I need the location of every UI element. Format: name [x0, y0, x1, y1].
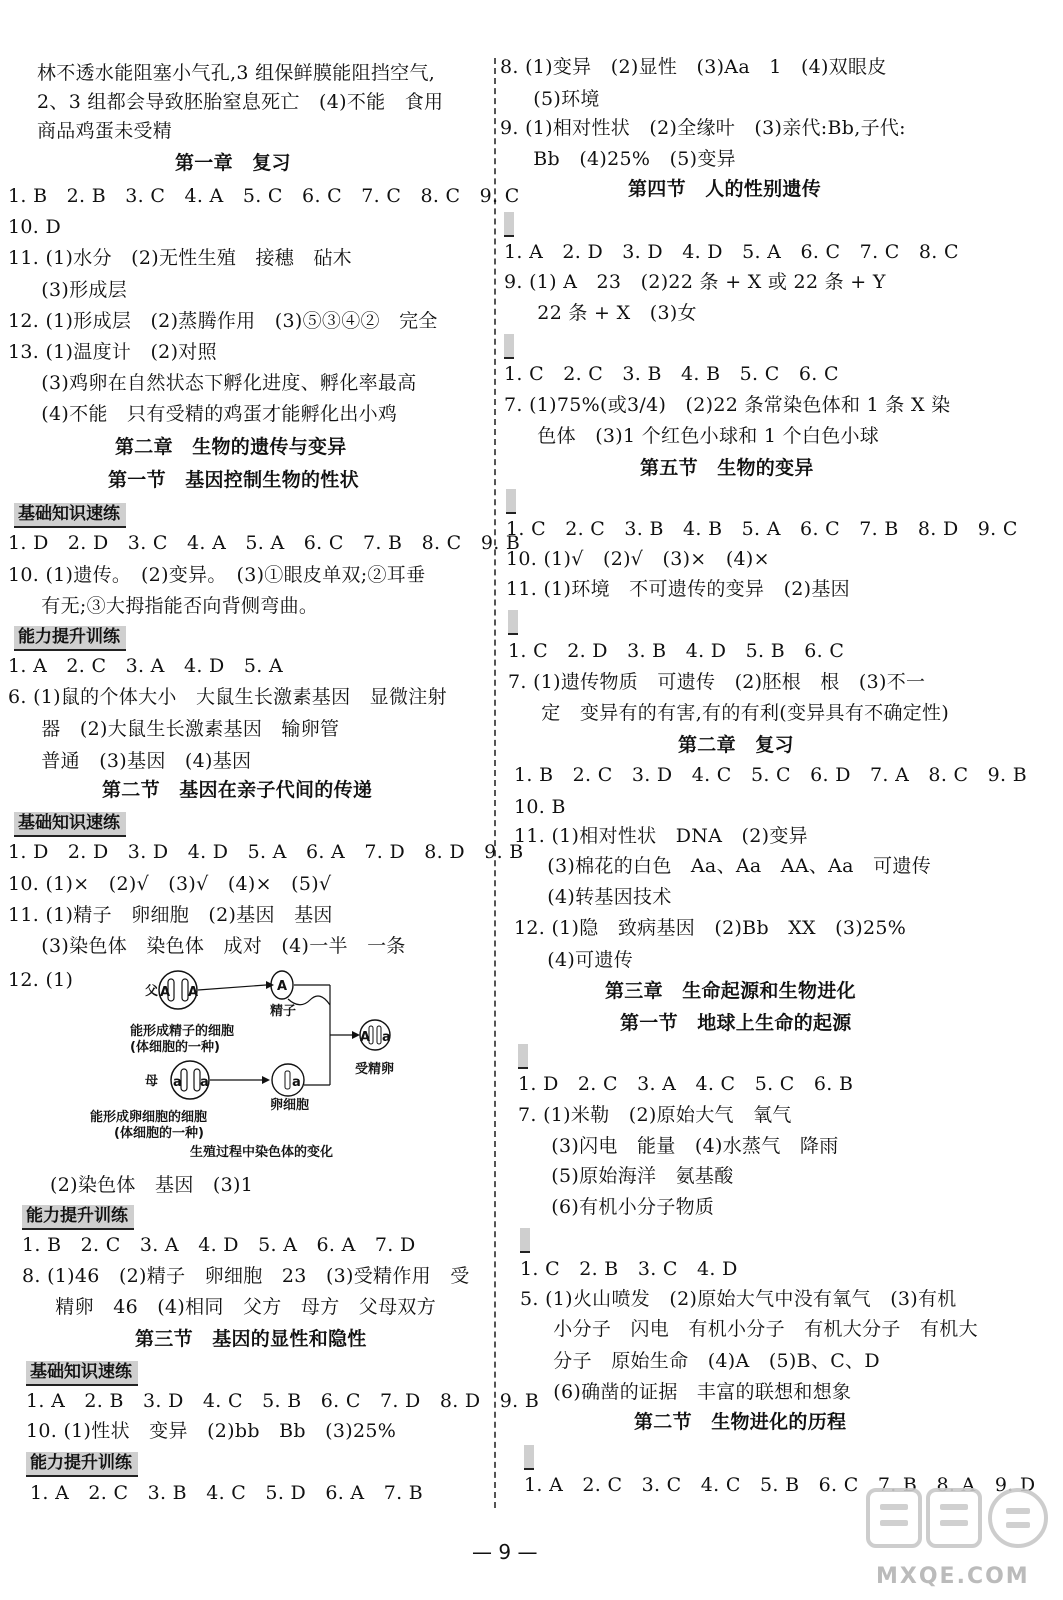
answer-line: 1. A 2. C 3. C 4. C 5. B 6. C 7. B 8. A 9. D	[524, 1474, 1036, 1496]
answer-line: 8. (1)46 (2)精子 卵细胞 23 (3)受精作用 受	[22, 1265, 470, 1287]
answer-line: 11. (1)环境 不可遗传的变异 (2)基因	[506, 578, 850, 600]
section-title: 第二节 基因在亲子代间的传递	[102, 779, 373, 801]
sperm-cell-label: 能形成精子的细胞	[130, 1024, 235, 1039]
chromosome	[377, 1026, 381, 1044]
answer-line: 1. D 2. D 3. D 4. D 5. A 6. A 7. D 8. D 9. B	[8, 841, 524, 863]
answer-line: 器 (2)大鼠生长激素基因 输卵管	[22, 718, 340, 740]
answer-line: 9. (1)相对性状 (2)全缘叶 (3)亲代:Bb,子代:	[500, 117, 906, 139]
answer-line: 1. C 2. C 3. B 4. B 5. C 6. C	[504, 363, 839, 385]
father-label: 父	[145, 984, 159, 999]
answer-line: 1. C 2. C 3. B 4. B 5. A 6. C 7. B 8. D 9. C	[506, 518, 1018, 540]
answer-line: 8. (1)变异 (2)显性 (3)Aa 1 (4)双眼皮	[500, 56, 887, 78]
text-line: 林不透水能阻塞小气孔,3 组保鲜膜能阻挡空气,	[37, 62, 436, 84]
section-title: 第一节 基因控制生物的性状	[108, 469, 359, 491]
basic-practice-label: 基础知识速练	[14, 812, 126, 837]
basic-practice-label	[524, 1445, 534, 1470]
allele-label: a	[173, 1075, 182, 1090]
text-line: 商品鸡蛋未受精	[37, 120, 173, 142]
arrow-line	[198, 985, 266, 990]
chapter-title: 第二章 生物的遗传与变异	[115, 436, 347, 458]
page-number: — 9 —	[472, 1540, 538, 1564]
answer-line: 10. (1)√ (2)√ (3)× (4)×	[506, 548, 770, 570]
allele-label: a	[200, 1075, 209, 1090]
answer-line: 22 条 + X (3)女	[518, 302, 697, 324]
answer-line: (4)转基因技术	[528, 886, 672, 908]
chapter-title: 第三章 生命起源和生物进化	[605, 980, 856, 1002]
answer-line: 1. B 2. C 3. A 4. D 5. A 6. A 7. D	[22, 1234, 416, 1256]
chapter-review-heading: 第二章 复习	[678, 734, 794, 756]
answer-line: 1. D 2. C 3. A 4. C 5. C 6. B	[518, 1073, 854, 1095]
section-title: 第五节 生物的变异	[640, 457, 814, 479]
ability-training-label: 能力提升训练	[22, 1205, 134, 1230]
chromosome-diagram	[30, 965, 470, 1165]
section-title: 第三节 基因的显性和隐性	[135, 1328, 367, 1350]
answer-line: (3)棉花的白色 Aa、Aa AA、Aa 可遗传	[528, 855, 932, 877]
allele-label: A	[277, 979, 288, 994]
basic-practice-label	[506, 489, 516, 514]
allele-label: A	[160, 985, 171, 1000]
answer-line: 1. C 2. D 3. B 4. D 5. B 6. C	[508, 640, 845, 662]
answer-line: 10. B	[514, 796, 566, 818]
answer-line: 色体 (3)1 个红色小球和 1 个白色小球	[518, 425, 880, 447]
egg-cell-label: (体细胞的一种)	[114, 1126, 204, 1141]
answer-line: (3)形成层	[22, 279, 128, 301]
answer-line: 11. (1)精子 卵细胞 (2)基因 基因	[8, 904, 333, 926]
answer-line: 1. A 2. C 3. B 4. C 5. D 6. A 7. B	[30, 1482, 424, 1504]
watermark-site: MXQE.COM	[876, 1564, 1030, 1589]
answer-line: 1. A 2. B 3. D 4. C 5. B 6. C 7. D 8. D 9. B	[26, 1390, 540, 1412]
answer-line: (4)不能 只有受精的鸡蛋才能孵化出小鸡	[22, 403, 398, 425]
answer-line: (3)染色体 染色体 成对 (4)一半 一条	[22, 935, 406, 957]
ability-training-label: 能力提升训练	[14, 626, 126, 651]
basic-practice-label	[518, 1044, 528, 1069]
answer-line: 13. (1)温度计 (2)对照	[8, 341, 217, 363]
answer-line: 5. (1)火山喷发 (2)原始大气中没有氧气 (3)有机	[520, 1288, 957, 1310]
arrow-head	[352, 1031, 360, 1039]
sperm-label: 精子	[270, 1004, 297, 1019]
answer-line: 12. (1)隐 致病基因 (2)Bb XX (3)25%	[514, 917, 907, 939]
ability-training-label	[508, 610, 518, 635]
answer-line: 7. (1)米勒 (2)原始大气 氧气	[518, 1104, 792, 1126]
answer-line: 1. C 2. B 3. C 4. D	[520, 1258, 738, 1280]
basic-practice-label: 基础知识速练	[14, 503, 126, 528]
answer-line: Bb (4)25% (5)变异	[514, 148, 736, 170]
answer-line: 精卵 46 (4)相同 父方 母方 父母双方	[36, 1296, 436, 1318]
mother-label: 母	[145, 1074, 159, 1089]
egg-label: 卵细胞	[270, 1098, 310, 1113]
arrow-head	[266, 981, 274, 989]
answer-line: 定 变异有的有害,有的有利(变异具有不确定性)	[522, 702, 950, 724]
answer-line: 7. (1)75%(或3/4) (2)22 条常染色体和 1 条 X 染	[504, 394, 951, 416]
answer-line: 小分子 闪电 有机小分子 有机大分子 有机大	[534, 1318, 978, 1340]
answer-line: 10. (1)遗传。 (2)变异。 (3)①眼皮单双;②耳垂	[8, 564, 426, 586]
answer-line: (3)鸡卵在自然状态下孵化进度、孵化率最高	[22, 372, 417, 394]
answer-line: 10. D	[8, 216, 61, 238]
answer-line: (5)原始海洋 氨基酸	[532, 1165, 734, 1187]
allele-label: A	[360, 1030, 371, 1045]
allele-label: a	[382, 1030, 391, 1045]
sperm-cell-label: (体细胞的一种)	[130, 1040, 220, 1055]
answer-line: (4)可遗传	[528, 949, 634, 971]
section-title: 第二节 生物进化的历程	[634, 1411, 847, 1433]
section-title: 第四节 人的性别遗传	[628, 178, 822, 200]
answer-line: 9. (1) A 23 (2)22 条 + X 或 22 条 + Y	[504, 271, 886, 293]
basic-practice-label: 基础知识速练	[26, 1361, 138, 1386]
egg-cell-label: 能形成卵细胞的细胞	[90, 1110, 208, 1125]
chapter-review-heading: 第一章 复习	[175, 152, 291, 174]
ability-training-label: 能力提升训练	[26, 1452, 138, 1477]
chromosome	[181, 1069, 187, 1091]
answer-line: 1. B 2. C 3. D 4. C 5. C 6. D 7. A 8. C 9. B	[514, 764, 1027, 786]
answer-line: 10. (1)性状 变异 (2)bb Bb (3)25%	[26, 1420, 397, 1442]
answer-line: 7. (1)遗传物质 可遗传 (2)胚根 根 (3)不一	[508, 671, 926, 693]
answer-line: 分子 原始生命 (4)A (5)B、C、D	[534, 1350, 880, 1372]
answer-line: 1. B 2. B 3. C 4. A 5. C 6. C 7. C 8. C 9. C	[8, 185, 520, 207]
answer-line: 10. (1)× (2)√ (3)√ (4)× (5)√	[8, 873, 332, 895]
answer-line: (3)闪电 能量 (4)水蒸气 降雨	[532, 1135, 839, 1157]
answer-line: 11. (1)相对性状 DNA (2)变异	[514, 825, 808, 847]
answer-line: 普通 (3)基因 (4)基因	[22, 750, 252, 772]
allele-label: a	[292, 1075, 301, 1090]
answer-line: 1. A 2. C 3. A 4. D 5. A	[8, 655, 283, 677]
basic-practice-label	[504, 212, 514, 237]
answer-line: 12. (1)形成层 (2)蒸腾作用 (3)⑤③④② 完全	[8, 310, 438, 332]
answer-line: 1. D 2. D 3. C 4. A 5. A 6. C 7. B 8. C 9. B	[8, 532, 521, 554]
answer-line: 12. (1)	[8, 969, 74, 991]
answer-line: (6)确凿的证据 丰富的联想和想象	[534, 1381, 852, 1403]
column-divider	[494, 58, 496, 1508]
zygote-label: 受精卵	[355, 1062, 395, 1077]
text-line: 2、3 组都会导致胚胎窒息死亡 (4)不能 食用	[37, 91, 444, 113]
diagram-caption: 生殖过程中染色体的变化	[190, 1145, 334, 1160]
chromosome	[285, 1071, 290, 1089]
arrow-head	[262, 1076, 270, 1084]
ability-training-label	[504, 334, 514, 359]
answer-line: (2)染色体 基因 (3)1	[50, 1174, 254, 1196]
ability-training-label	[520, 1228, 530, 1253]
allele-label: A	[188, 985, 199, 1000]
answer-line: 6. (1)鼠的个体大小 大鼠生长激素基因 显微注射	[8, 686, 447, 708]
answer-line: (5)环境	[514, 88, 600, 110]
answer-line: 1. A 2. D 3. D 4. D 5. A 6. C 7. C 8. C	[504, 241, 959, 263]
answer-line: (6)有机小分子物质	[532, 1196, 715, 1218]
answer-line: 有无;③大拇指能否向背侧弯曲。	[22, 595, 319, 617]
answer-line: 11. (1)水分 (2)无性生殖 接穗 砧木	[8, 247, 352, 269]
section-title: 第一节 地球上生命的起源	[620, 1012, 852, 1034]
